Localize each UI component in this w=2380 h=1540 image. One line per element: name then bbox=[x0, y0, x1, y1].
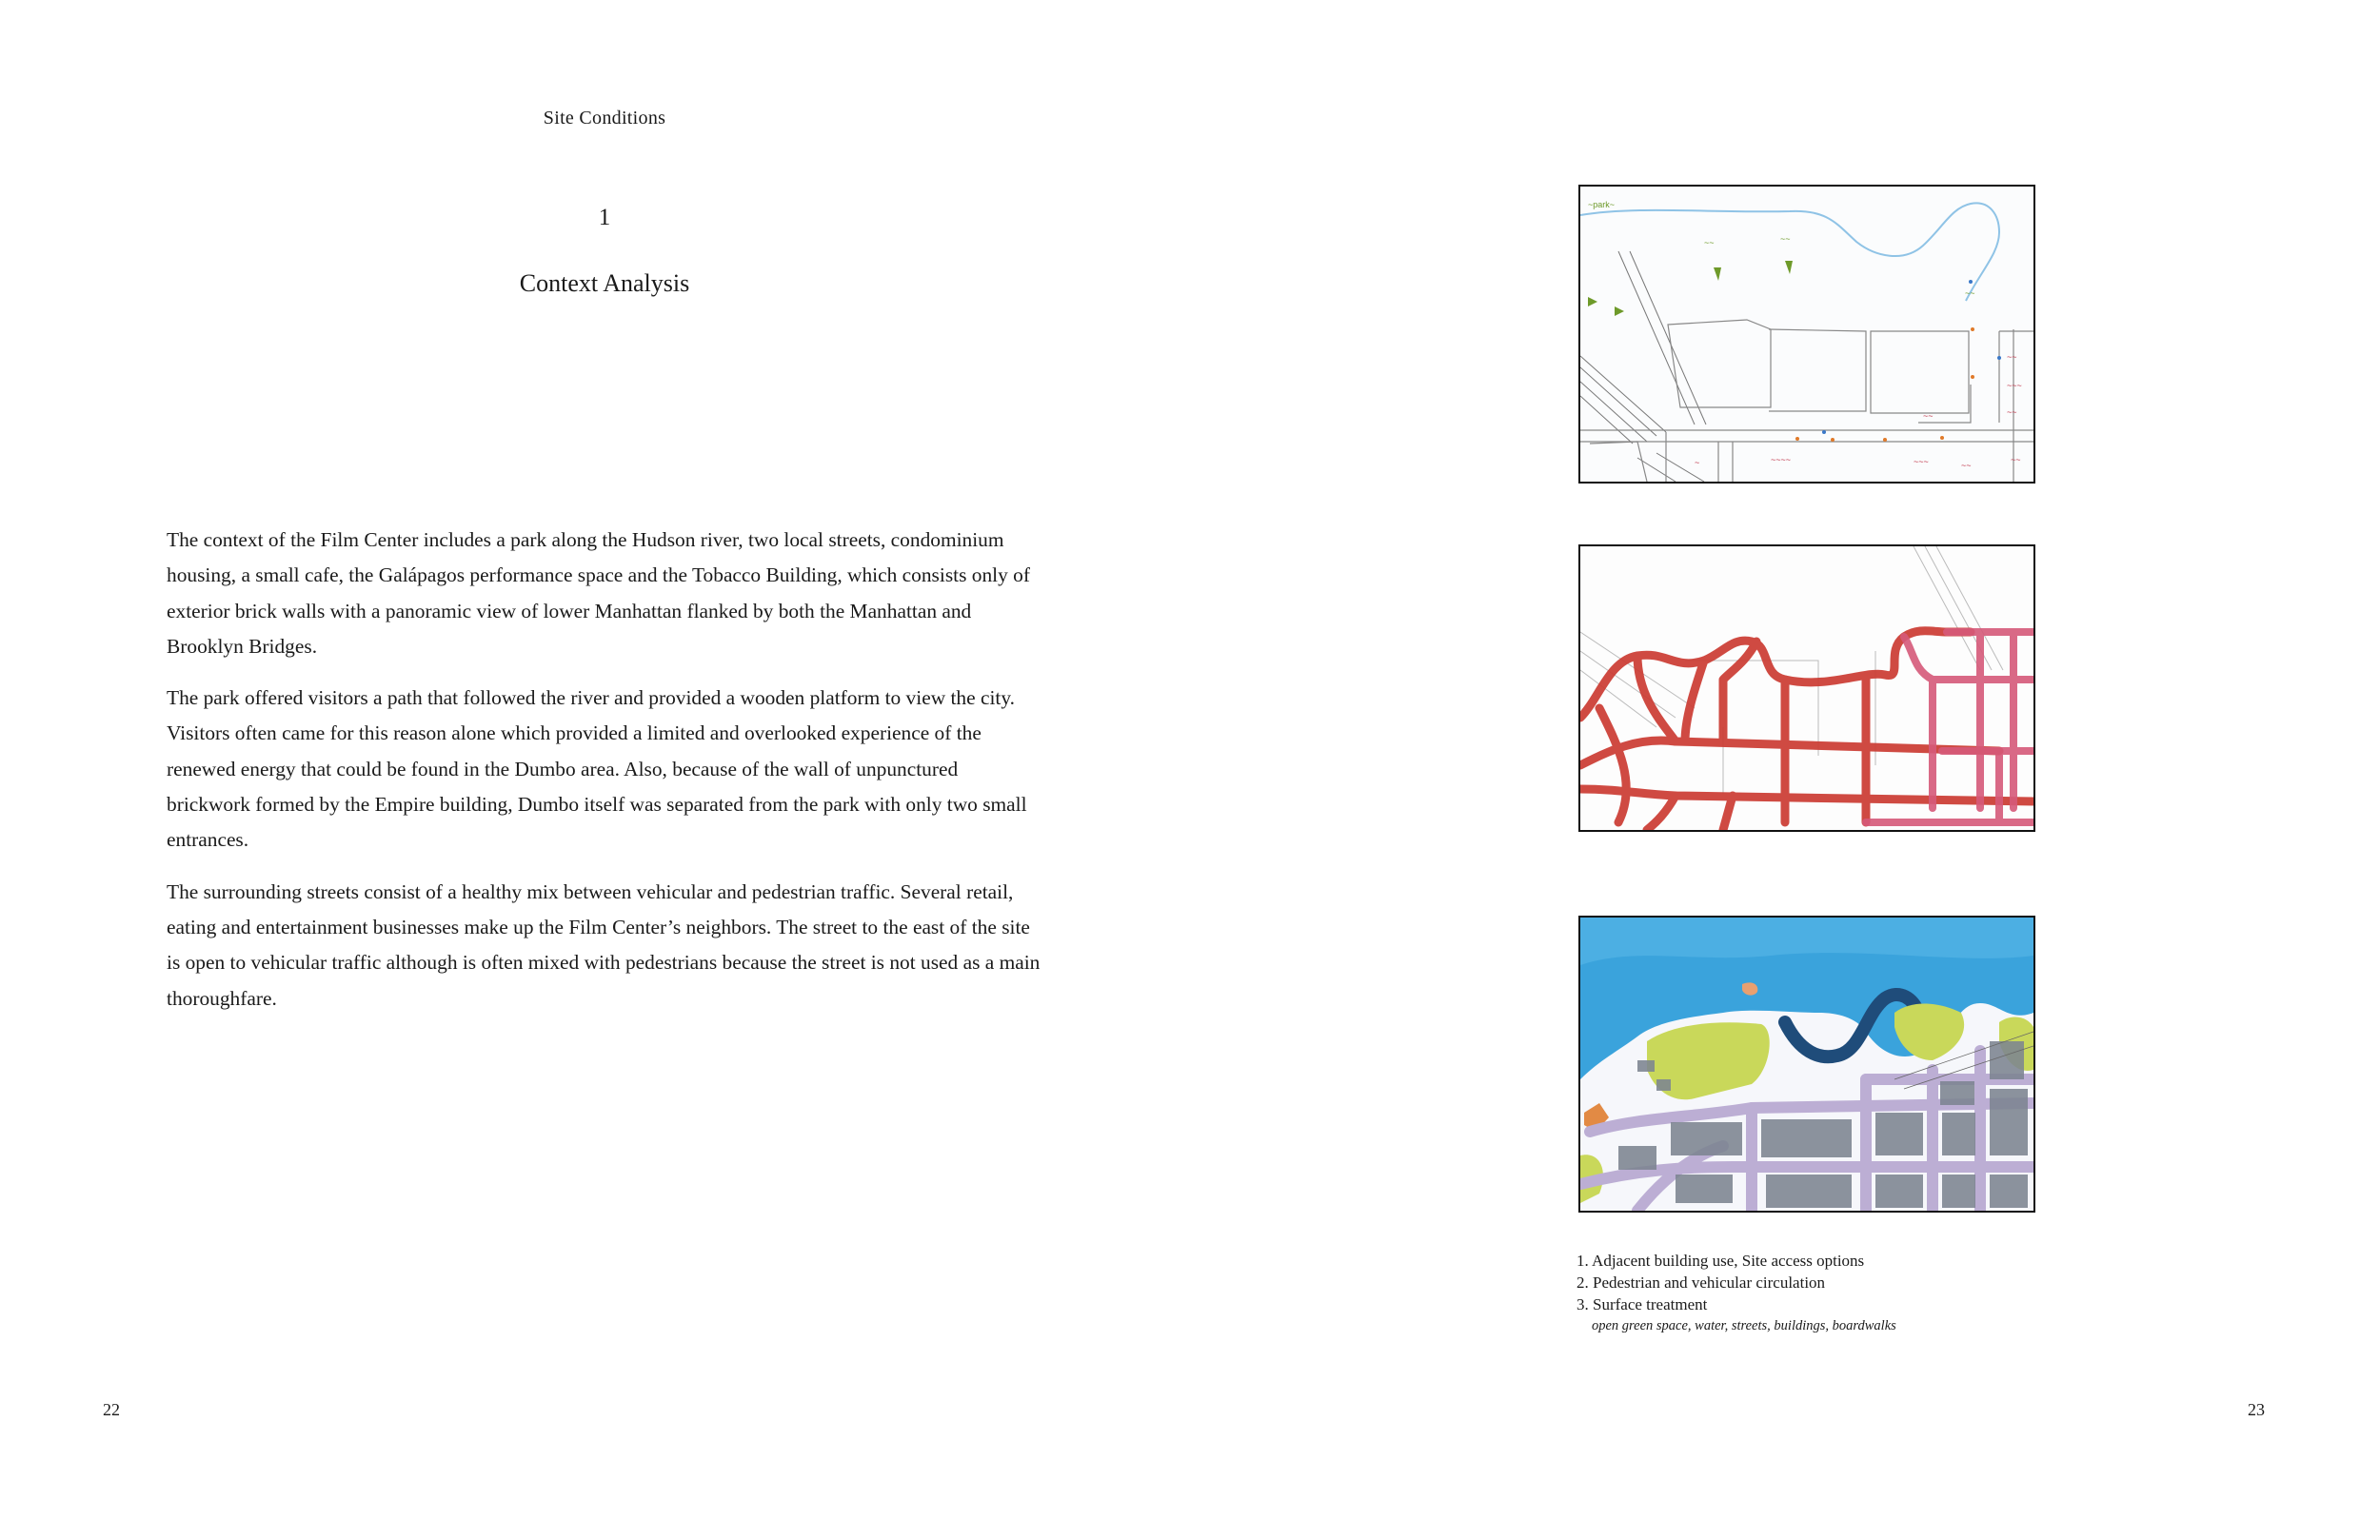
svg-text:~~: ~~ bbox=[2007, 352, 2017, 362]
svg-text:~~: ~~ bbox=[1704, 238, 1715, 247]
svg-text:~~: ~~ bbox=[1923, 411, 1934, 421]
svg-text:~~: ~~ bbox=[2007, 407, 2017, 417]
site-access-sketch-image bbox=[1580, 187, 2033, 482]
figure-site-access-sketch bbox=[1578, 185, 2035, 484]
svg-text:~park~: ~park~ bbox=[1588, 200, 1616, 209]
caption-2: 2. Pedestrian and vehicular circulation bbox=[1577, 1273, 1826, 1292]
caption-1: 1. Adjacent building use, Site access options bbox=[1577, 1252, 1865, 1270]
circulation-sketch-image bbox=[1580, 546, 2033, 830]
paragraph: The park offered visitors a path that followed the river and provided a wooden platform to view the city. Visitors often came for this reason alone which provided a limited and overlooked experience of the renewed energy that could be found in the Dumbo area. Also, because of the wall of unpunctured brickwork formed by the Empire building, Dumbo itself was separated from the park with only two small entrances. bbox=[167, 686, 1027, 852]
svg-text:~~~~: ~~~~ bbox=[1771, 455, 1792, 464]
section-label: Site Conditions bbox=[543, 108, 666, 128]
chapter-title: Context Analysis bbox=[519, 269, 690, 297]
svg-text:~~: ~~ bbox=[1965, 288, 1975, 298]
caption-3-subtext: open green space, water, streets, buildings, boardwalks bbox=[1592, 1318, 1896, 1333]
figure-captions bbox=[1577, 1250, 2024, 1337]
caption-3: 3. Surface treatment bbox=[1577, 1295, 1708, 1313]
figure-surface-treatment-sketch bbox=[1578, 916, 2035, 1213]
svg-text:~: ~ bbox=[1695, 458, 1700, 467]
page-number-right: 23 bbox=[2248, 1400, 2265, 1419]
svg-text:~~~: ~~~ bbox=[1914, 457, 1929, 466]
svg-text:~~: ~~ bbox=[1961, 461, 1972, 470]
paragraph: The surrounding streets consist of a healthy mix between vehicular and pedestrian traffic. Several retail, eating and entertainment businesses make up the Film Center’s neighbors. The street to the east of the site is open to vehicular traffic although is often mixed with pedestrians because the street is not used as a main thoroughfare. bbox=[167, 879, 1041, 1010]
page-number-left: 22 bbox=[103, 1400, 120, 1419]
paragraph: The context of the Film Center includes a park along the Hudson river, two local streets, condominium housing, a small cafe, the Galápagos performance space and the Tobacco Building, which consists only of exterior brick walls with a panoramic view of lower Manhattan flanked by both the Manhattan and Brooklyn Bridges. bbox=[167, 528, 1030, 658]
svg-text:~~: ~~ bbox=[2011, 455, 2021, 464]
body-text bbox=[167, 523, 1042, 1033]
svg-text:~~: ~~ bbox=[1780, 234, 1791, 244]
figure-circulation-sketch bbox=[1578, 544, 2035, 832]
chapter-number: 1 bbox=[598, 205, 611, 230]
surface-treatment-sketch-image bbox=[1580, 918, 2033, 1211]
svg-text:~~~: ~~~ bbox=[2007, 381, 2022, 390]
